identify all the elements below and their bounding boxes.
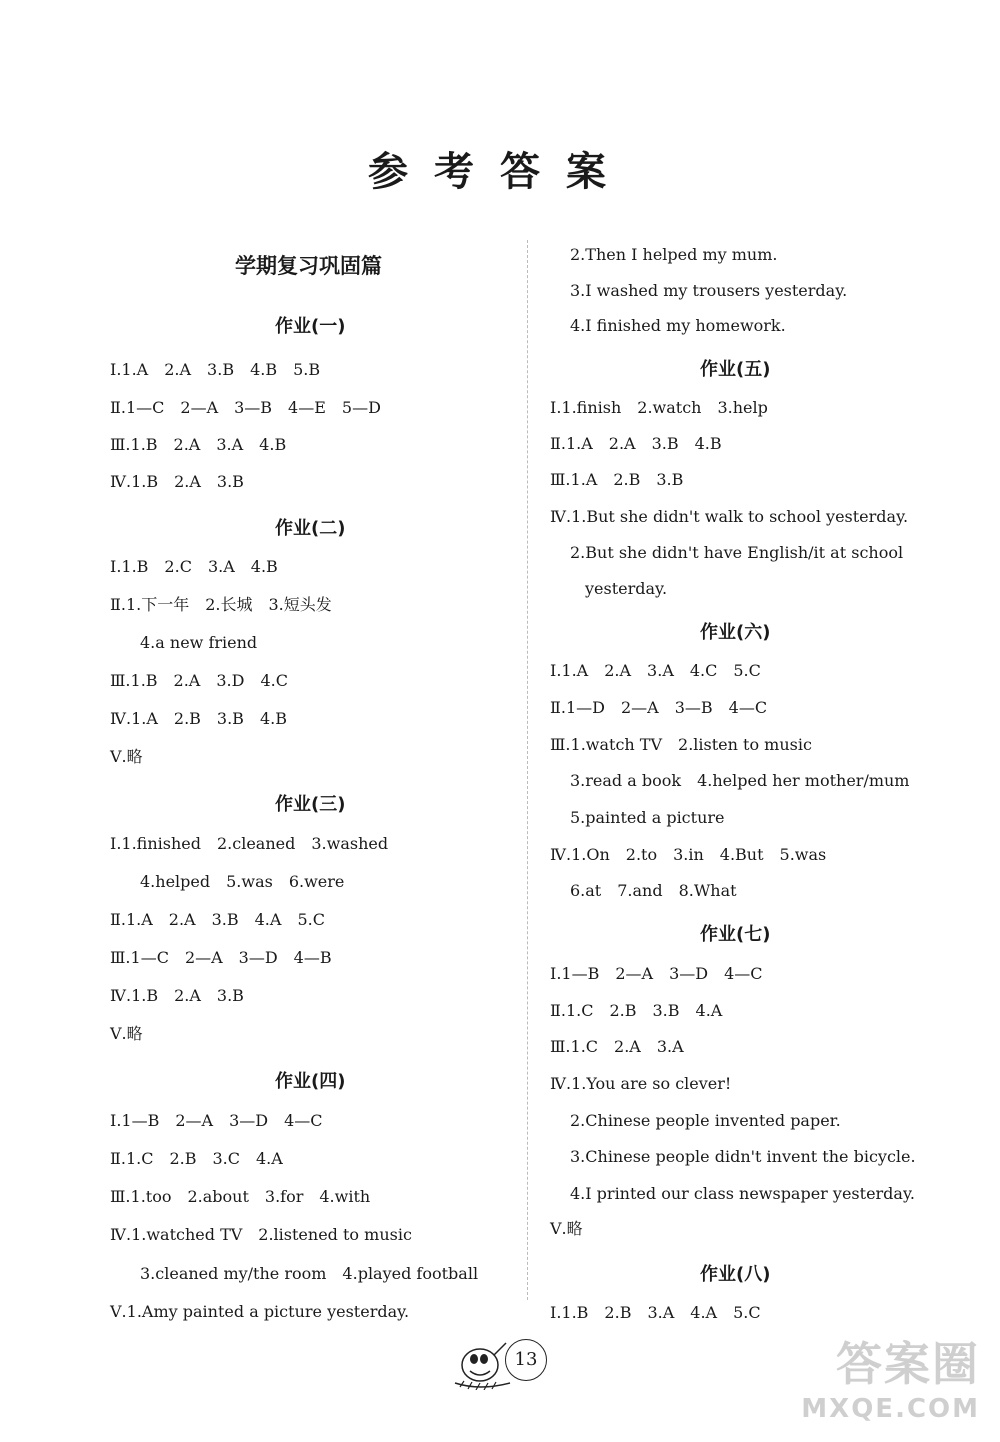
answer-line: 2.Chinese people invented paper. xyxy=(570,1111,841,1130)
section-title: 学期复习巩固篇 xyxy=(235,254,382,278)
answer-line: Ⅳ.1.A 2.B 3.B 4.B xyxy=(110,709,287,728)
answer-line: Ⅰ.1.B 2.B 3.A 4.A 5.C xyxy=(550,1303,761,1322)
answer-line: Ⅱ.1—D 2—A 3—B 4—C xyxy=(550,698,768,717)
answer-line: Ⅲ.1.too 2.about 3.for 4.with xyxy=(110,1187,371,1206)
answer-line: Ⅳ.1.B 2.A 3.B xyxy=(110,986,244,1005)
answer-line: 4.a new friend xyxy=(140,633,258,652)
answer-line: Ⅴ.略 xyxy=(550,1219,583,1238)
answer-line: 4.I finished my homework. xyxy=(570,316,786,335)
answer-line: Ⅴ.略 xyxy=(110,1024,143,1043)
answer-line: Ⅲ.1.C 2.A 3.A xyxy=(550,1037,684,1056)
answer-line: Ⅴ.1.Amy painted a picture yesterday. xyxy=(110,1302,410,1321)
answer-line: Ⅲ.1.B 2.A 3.A 4.B xyxy=(110,435,287,454)
hw1-title: 作业(一) xyxy=(275,316,346,337)
answer-line: Ⅲ.1.watch TV 2.listen to music xyxy=(550,735,812,754)
answer-line: Ⅰ.1—B 2—A 3—D 4—C xyxy=(550,964,763,983)
hw3-title: 作业(三) xyxy=(275,794,346,815)
answer-line: Ⅳ.1.B 2.A 3.B xyxy=(110,472,244,491)
answer-line: Ⅲ.1.B 2.A 3.D 4.C xyxy=(110,671,288,690)
answer-line: 3.cleaned my/the room 4.played football xyxy=(140,1264,479,1283)
answer-line: Ⅲ.1—C 2—A 3—D 4—B xyxy=(110,948,332,967)
answer-line: Ⅱ.1.C 2.B 3.C 4.A xyxy=(110,1149,283,1168)
answer-line: Ⅳ.1.On 2.to 3.in 4.But 5.was xyxy=(550,845,827,864)
answer-line: Ⅱ.1.A 2.A 3.B 4.B xyxy=(550,434,722,453)
page-title: 参考答案 xyxy=(368,149,632,195)
answer-line: Ⅳ.1.But she didn't walk to school yesterday. xyxy=(550,507,909,526)
answer-line: Ⅰ.1.finish 2.watch 3.help xyxy=(550,398,768,417)
answer-line: 6.at 7.and 8.What xyxy=(570,881,737,900)
answer-line: Ⅲ.1.A 2.B 3.B xyxy=(550,470,684,489)
answer-line: 2.Then I helped my mum. xyxy=(570,245,778,264)
answer-line: Ⅰ.1.A 2.A 3.B 4.B 5.B xyxy=(110,360,321,379)
answer-line: Ⅱ.1.C 2.B 3.B 4.A xyxy=(550,1001,723,1020)
hw6-title: 作业(六) xyxy=(700,622,771,643)
answer-line: 5.painted a picture xyxy=(570,808,725,827)
answer-line: Ⅳ.1.You are so clever! xyxy=(550,1074,732,1093)
answer-line: 4.helped 5.was 6.were xyxy=(140,872,345,891)
hw4-title: 作业(四) xyxy=(275,1071,346,1092)
watermark-logo: 答案圈 xyxy=(836,1337,980,1391)
answer-line: Ⅰ.1.finished 2.cleaned 3.washed xyxy=(110,834,389,853)
answer-line: Ⅱ.1.A 2.A 3.B 4.A 5.C xyxy=(110,910,325,929)
answer-line: Ⅳ.1.watched TV 2.listened to music xyxy=(110,1225,412,1244)
answer-line: yesterday. xyxy=(585,579,668,598)
hw5-title: 作业(五) xyxy=(700,359,771,380)
answer-line: 3.I washed my trousers yesterday. xyxy=(570,281,848,300)
answer-line: 4.I printed our class newspaper yesterday. xyxy=(570,1184,915,1203)
answer-line: Ⅴ.略 xyxy=(110,747,143,766)
answer-line: Ⅱ.1—C 2—A 3—B 4—E 5—D xyxy=(110,398,381,417)
answer-line: Ⅰ.1—B 2—A 3—D 4—C xyxy=(110,1111,323,1130)
page-number: 13 xyxy=(505,1339,547,1381)
answer-line: Ⅱ.1.下一年 2.长城 3.短头发 xyxy=(110,595,332,614)
answer-line: 3.Chinese people didn't invent the bicycle. xyxy=(570,1147,916,1166)
answer-line: 3.read a book 4.helped her mother/mum xyxy=(570,771,910,790)
column-divider xyxy=(527,240,528,1300)
watermark xyxy=(801,1328,980,1424)
hw8-title: 作业(八) xyxy=(700,1264,771,1285)
hw2-title: 作业(二) xyxy=(275,518,346,539)
watermark-url: MXQE.COM xyxy=(801,1394,980,1424)
answer-line: Ⅰ.1.B 2.C 3.A 4.B xyxy=(110,557,278,576)
answer-line: Ⅰ.1.A 2.A 3.A 4.C 5.C xyxy=(550,661,761,680)
answer-line: 2.But she didn't have English/it at school xyxy=(570,543,904,562)
hw7-title: 作业(七) xyxy=(700,924,771,945)
